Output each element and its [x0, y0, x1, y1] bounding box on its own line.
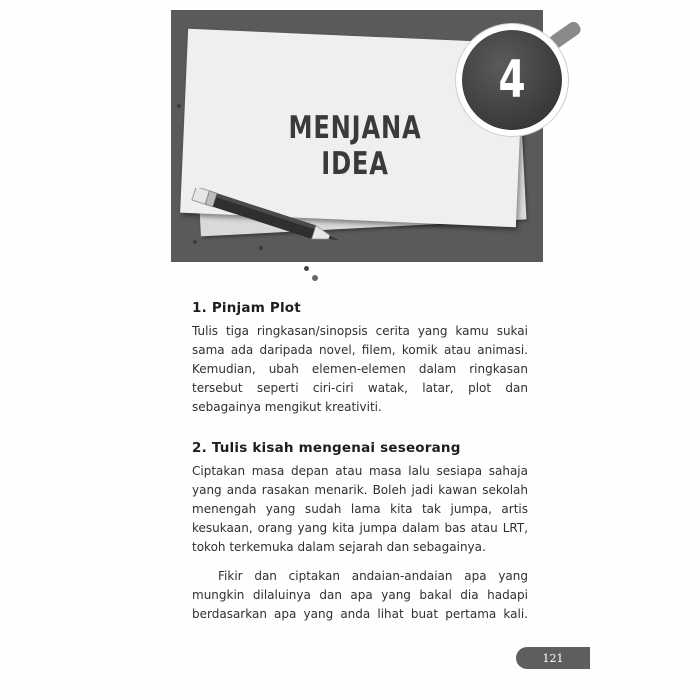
text-line: Kemudian, ubah elemen-elemen dalam ringkasan — [192, 362, 528, 376]
text-line: Ciptakan masa depan atau masa lalu sesiapa sahaja — [192, 464, 528, 478]
section-heading: 2. Tulis kisah mengenai seseorang — [192, 440, 461, 456]
text-line: tokoh terkemuka dalam sejarah dan sebagainya. — [192, 540, 486, 554]
page-number: 121 — [542, 651, 564, 665]
text-line: Fikir dan ciptakan andaian-andaian apa yang — [218, 569, 528, 583]
section-heading: 1. Pinjam Plot — [192, 300, 301, 316]
text-line: sama ada daripada novel, filem, komik atau animasi. — [192, 343, 528, 357]
text-line: menengah yang sudah lama kita tak jumpa, artis — [192, 502, 528, 516]
section-paragraph — [192, 462, 528, 557]
text-line: berdasarkan apa yang anda lihat buat pertama kali. — [192, 607, 528, 621]
chapter-title: MENJANA IDEA — [288, 110, 422, 182]
decorative-dot — [312, 275, 318, 281]
section-tulis-kisah — [192, 440, 528, 624]
text-line: sebagainya mengikut kreativiti. — [192, 400, 382, 414]
section-pinjam-plot — [192, 300, 528, 417]
section-paragraph — [192, 567, 528, 624]
text-line: kesukaan, orang yang kita jumpa dalam bas atau LRT, — [192, 521, 528, 535]
chapter-number: 4 — [498, 50, 526, 110]
text-line: Tulis tiga ringkasan/sinopsis cerita yang kamu sukai — [192, 324, 528, 338]
text-line: yang anda rasakan menarik. Boleh jadi kawan sekolah — [192, 483, 528, 497]
page-number-tab — [516, 647, 590, 669]
section-paragraph — [192, 322, 528, 417]
chapter-badge — [462, 30, 562, 130]
decorative-dot — [304, 266, 309, 271]
text-line: mungkin dilaluinya dan apa yang bakal dia hadapi — [192, 588, 528, 602]
text-line: tersebut seperti ciri-ciri watak, latar, plot dan — [192, 381, 528, 395]
pencil-icon — [186, 188, 348, 248]
